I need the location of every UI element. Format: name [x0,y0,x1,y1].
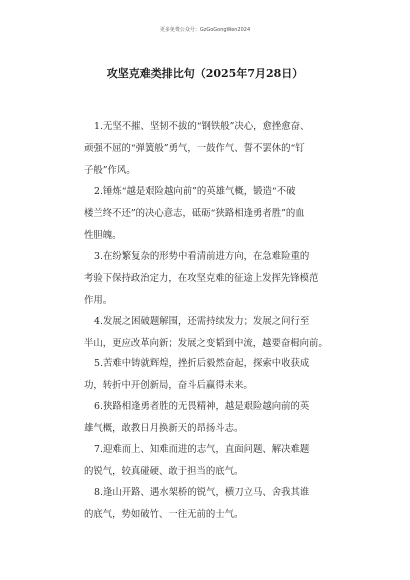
paragraph-line: 考验下保持政治定力，在攻坚克难的征途上发挥先锋模范 [84,273,319,284]
paragraph-line: 性胆魄。 [84,230,122,241]
paragraph-line: 的锐气，较真碰硬、敢于担当的底气。 [84,466,244,477]
paragraph-line: 6.狭路相逢勇者胜的无畏精神，越是艰险越向前的英 [94,401,310,412]
paragraph-line: 的底气，势如破竹、一往无前的士气。 [84,509,244,520]
paragraph-4 [84,311,330,355]
header-note: 更多免费公众号：GzGoGongWen2024 [159,27,251,33]
paragraph-line: 雄气概，敢教日月换新天的昂扬斗志。 [84,423,244,434]
paragraph-1 [84,116,330,182]
paragraph-line: 半山，更应改革向新；发展之变韬到中流，越要奋楫向前。 [84,338,328,349]
paragraph-line: 5.苦难中铸就辉煌，挫折后毅然奋起，探索中收获成 [94,358,310,369]
paragraph-line: 楼兰终不还”的决心意志，砥砺“狭路相逢勇者胜”的血 [84,208,305,219]
paragraph-line: 功，转折中开创新局，奋斗后赢得未来。 [84,380,253,391]
paragraph-line: 2.锤炼“越是艰险越向前”的英雄气概，锻造“不破 [94,186,296,197]
paragraph-line: 7.迎难而上、知难而进的志气，直面问题、解决难题 [94,444,310,455]
paragraph-line: 顽强不屈的“弹簧般”勇气，一鼓作气、誓不罢休的“钉 [84,143,305,154]
paragraph-line: 作用。 [84,295,113,306]
paragraph-line: 8.逢山开路、遇水架桥的锐气，横刀立马、舍我其谁 [94,487,310,498]
paragraph-line: 4.发展之困破题解围，还需持续发力；发展之问行至 [94,316,310,327]
paragraph-8 [84,482,330,526]
paragraph-2 [84,181,330,247]
paragraph-line: 子般”作风。 [84,165,136,176]
paragraph-line: 3.在纷繁复杂的形势中看清前进方向，在急难险重的 [94,251,310,262]
paragraph-5 [84,353,330,397]
paragraph-6 [84,396,330,440]
paragraph-7 [84,439,330,483]
paragraph-line: 1.无坚不摧、坚韧不拔的“钢铁般”决心，愈挫愈奋、 [94,121,310,132]
paragraph-3 [84,246,330,312]
page-title: 攻坚克难类排比句（2025年7月28日） [106,67,304,80]
